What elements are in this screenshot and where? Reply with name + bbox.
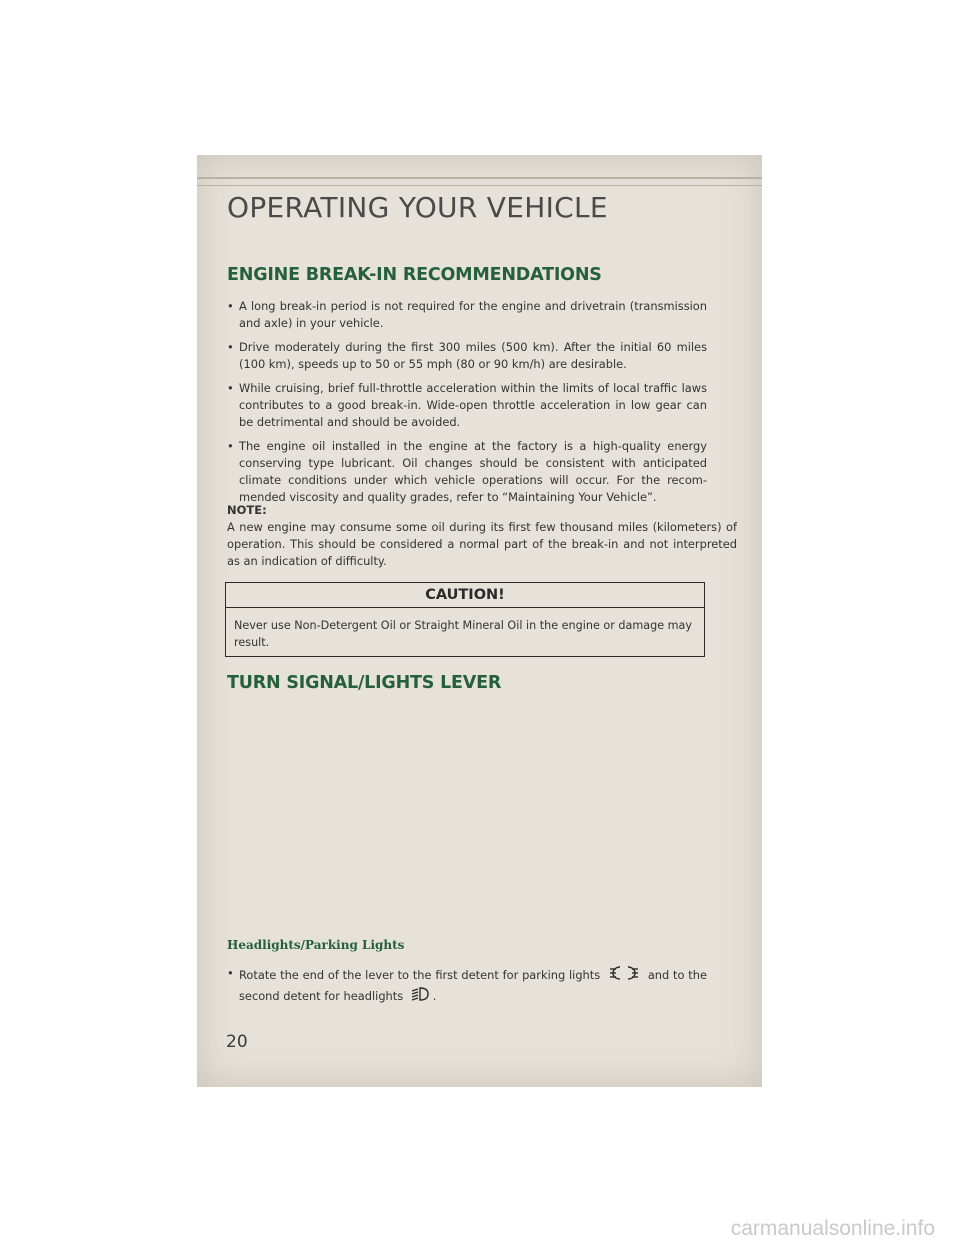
bullet-dot: • [227, 439, 234, 453]
bullet-dot: • [227, 340, 234, 354]
note-label: NOTE: [227, 503, 267, 517]
header-rule-thin [197, 185, 762, 186]
headlights-subheading: Headlights/Parking Lights [227, 938, 405, 952]
list-item: • The engine oil installed in the engine at the factory is a high-quality energy conserving type lubricant. Oil changes should be consistent with anticipated climate conditions under which vehicle operations will occur. For the recom-mended viscosity and quality grades, refer to “Maintaining Your Vehicle”. [227, 439, 707, 504]
header-rule [197, 177, 762, 179]
caution-title: CAUTION! [226, 583, 704, 608]
caution-body: Never use Non-Detergent Oil or Straight Mineral Oil in the engine or damage may result. [234, 619, 693, 649]
bullet-dot: • [227, 966, 234, 980]
note-text: A new engine may consume some oil during its first few thousand miles (kilometers) of operation. This should be considered a normal part of the break-in and not interpreted as an indication of difficulty. [227, 520, 737, 568]
caution-box [225, 582, 705, 657]
bullet-dot: • [227, 381, 234, 395]
turn-signal-heading: TURN SIGNAL/LIGHTS LEVER [227, 673, 502, 693]
list-item: • A long break-in period is not required for the engine and drivetrain (transmission and axle) in your vehicle. [227, 299, 707, 330]
list-item: • Drive moderately during the first 300 miles (500 km). After the initial 60 miles (100 km), speeds up to 50 or 55 mph (80 or 90 km/h) are desirable. [227, 340, 707, 371]
watermark-text: carmanualsonline.info [730, 1217, 935, 1240]
engine-break-in-heading: ENGINE BREAK-IN RECOMMENDATIONS [227, 265, 602, 285]
parking-lights-icon [607, 965, 641, 986]
headlights-icon [410, 986, 430, 1007]
list-item: • While cruising, brief full-throttle acceleration within the limits of local traffic laws contributes to a good break-in. Wide-open throttle acceleration in low gear can be detrimental and should be avoided. [227, 381, 707, 429]
headlights-bullet-list [227, 965, 707, 1014]
manual-page [197, 155, 762, 1087]
engine-bullet-list [227, 298, 707, 513]
list-item: • Rotate the end of the lever to the first detent for parking lights and to the second detent for headlights . [227, 965, 707, 1007]
page-number: 20 [226, 1032, 248, 1052]
section-header: OPERATING YOUR VEHICLE [227, 191, 608, 224]
bullet-dot: • [227, 299, 234, 313]
